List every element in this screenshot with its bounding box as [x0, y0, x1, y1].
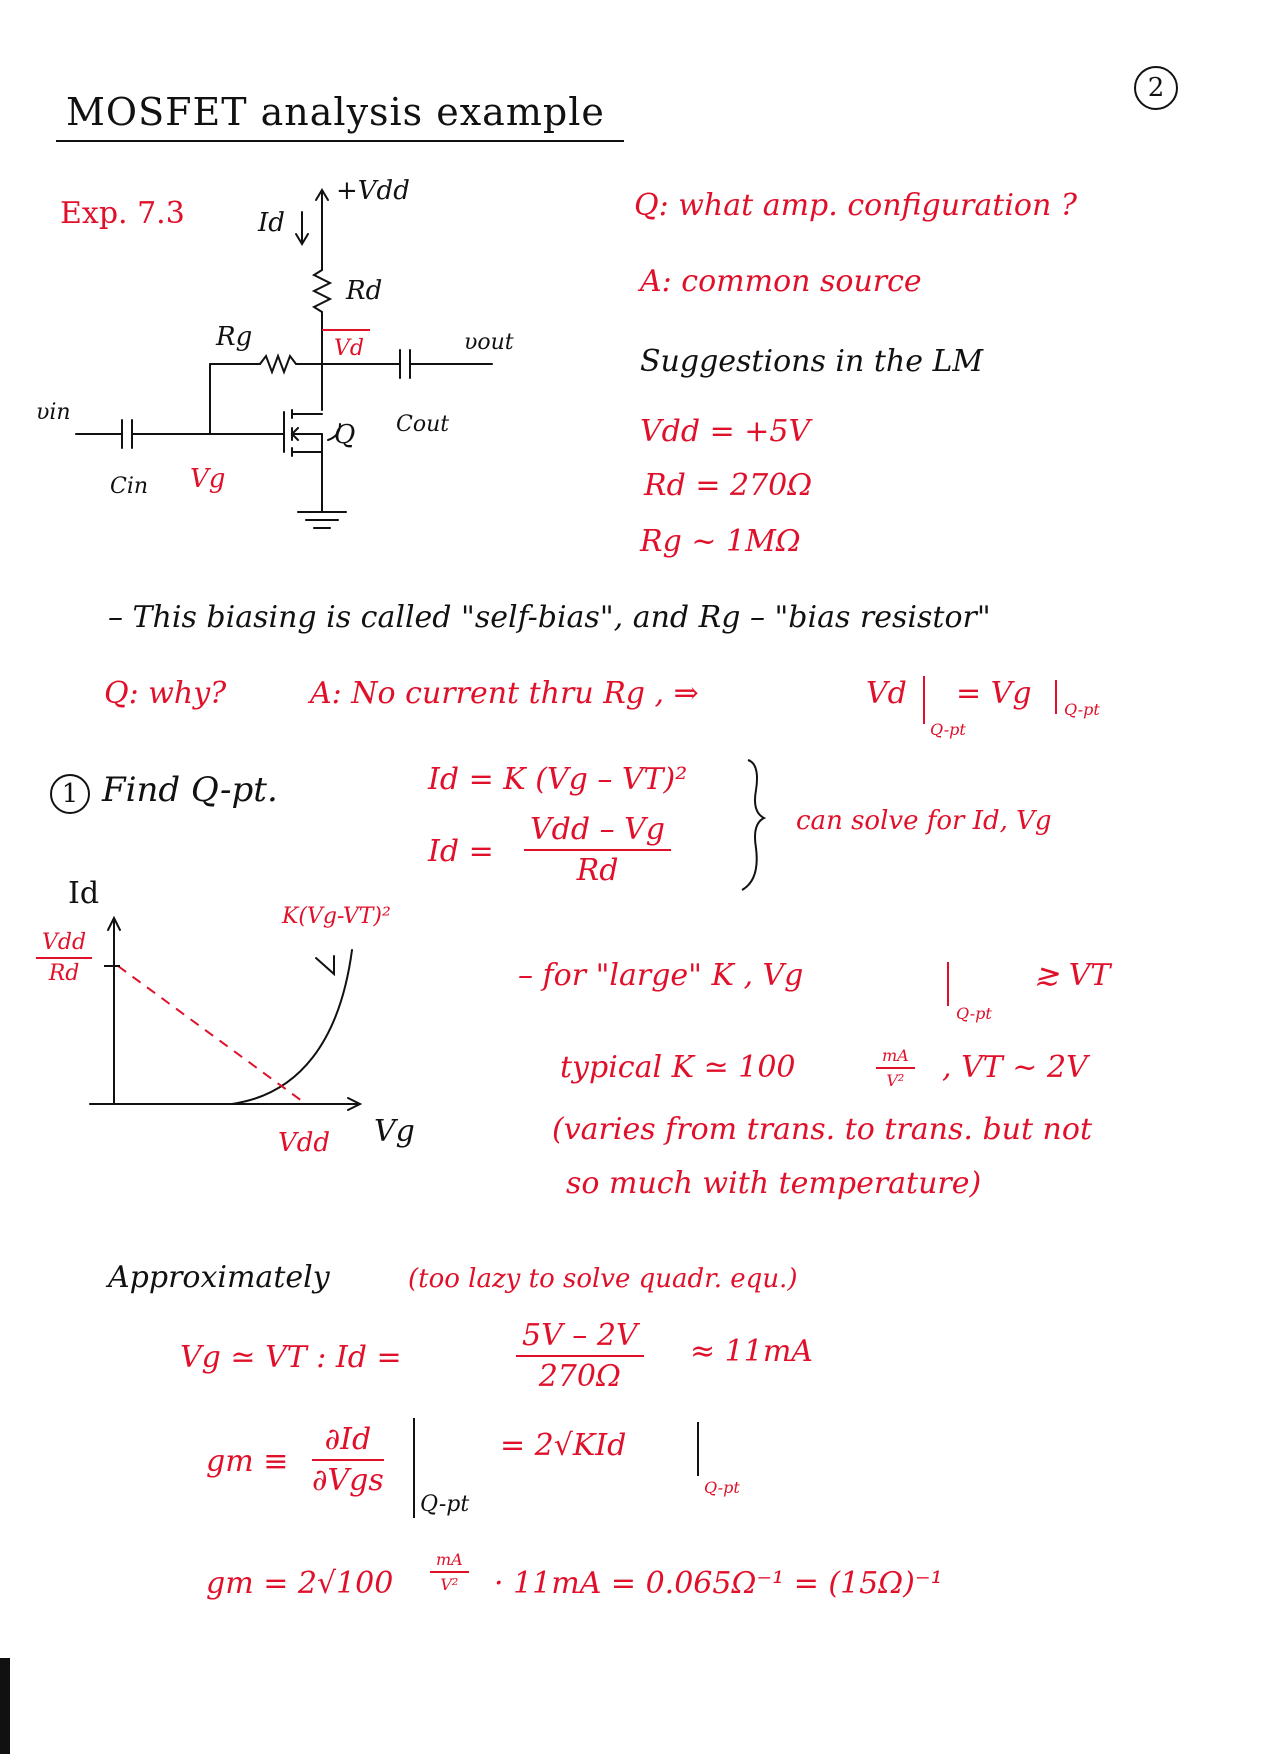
- why-vd: Vd: [866, 676, 907, 711]
- gm-value-lhs: gm = 2√100: [206, 1566, 394, 1601]
- graph-y-intercept-num: Vdd: [36, 930, 92, 959]
- page-title: MOSFET analysis example: [66, 90, 605, 134]
- circuit-vin-label: υin: [36, 400, 71, 425]
- why-sub-2: Q-pt: [1064, 700, 1100, 719]
- circuit-rd-label: Rd: [346, 276, 383, 306]
- circuit-id-label: Id: [258, 208, 285, 238]
- step1-circle: 1: [50, 774, 90, 814]
- step1-eq1: Id = K (Vg – VT)²: [428, 762, 688, 797]
- circuit-vdd-label: +Vdd: [336, 176, 410, 206]
- graph-x-axis-label: Vg: [374, 1114, 415, 1149]
- circuit-q-label: Q: [334, 420, 356, 450]
- step1-eq2-numerator: Vdd – Vg: [524, 812, 671, 851]
- circuit-vd-label: Vd: [334, 336, 364, 361]
- gm-value-unit-den: V²: [440, 1575, 459, 1594]
- graph-y-axis-label: Id: [68, 876, 100, 911]
- suggestion-rd: Rd = 270Ω: [644, 468, 813, 503]
- id-fraction-num: 5V – 2V: [516, 1318, 644, 1357]
- varies-note-2: so much with temperature): [566, 1166, 982, 1201]
- step1-eq2-lhs: Id =: [428, 834, 494, 869]
- varies-note-1: (varies from trans. to trans. but not: [552, 1112, 1092, 1147]
- large-k-note: – for "large" K , Vg: [518, 958, 804, 993]
- graph-curve-label: K(Vg-VT)²: [282, 904, 391, 929]
- scan-edge-mark: [0, 1658, 10, 1754]
- gm-def-rhs: = 2√KId: [500, 1428, 627, 1463]
- question-amp-config: Q: what amp. configuration ?: [634, 188, 1077, 223]
- gm-def-rhs-sub: Q-pt: [704, 1478, 740, 1497]
- suggestions-heading: Suggestions in the LM: [640, 344, 984, 379]
- graph-x-intercept-label: Vdd: [278, 1128, 331, 1158]
- large-k-tail: ≳ VT: [1034, 958, 1111, 993]
- vg-approx-eq: Vg ≃ VT : Id =: [180, 1340, 402, 1375]
- gm-def-num: ∂Id: [312, 1422, 384, 1461]
- step1-label: Find Q-pt.: [102, 770, 278, 810]
- typical-k: typical K ≃ 100: [560, 1050, 796, 1085]
- why-eq: = Vg: [956, 676, 1032, 711]
- gm-def-lhs: gm ≡: [206, 1444, 289, 1479]
- typical-k-unit-den: V²: [886, 1071, 905, 1090]
- suggestion-rg: Rg ~ 1MΩ: [640, 524, 801, 559]
- typical-vt: , VT ~ 2V: [942, 1050, 1088, 1085]
- gm-value-unit: [430, 1550, 469, 1594]
- typical-k-unit-num: mA: [876, 1046, 915, 1069]
- example-label: Exp. 7.3: [60, 196, 185, 231]
- answer-common-source: A: common source: [640, 264, 922, 299]
- circuit-vg-label: Vg: [190, 464, 226, 494]
- step1-note: can solve for Id, Vg: [796, 806, 1052, 836]
- circuit-vout-label: υout: [464, 330, 514, 355]
- circuit-rg-label: Rg: [216, 322, 253, 352]
- id-fraction-den: 270Ω: [538, 1359, 621, 1394]
- gm-def-den: ∂Vgs: [312, 1463, 384, 1498]
- approx-aside: (too lazy to solve quadr. equ.): [408, 1264, 798, 1294]
- circuit-cin-label: Cin: [110, 474, 149, 499]
- id-result: ≈ 11mA: [690, 1334, 813, 1369]
- step1-eq2-denominator: Rd: [576, 853, 619, 888]
- graph-y-intercept-den: Rd: [48, 961, 80, 986]
- why-answer: A: No current thru Rg , ⇒: [310, 676, 699, 711]
- bias-note: – This biasing is called "self-bias", and Rg – "bias resistor": [108, 600, 991, 635]
- approx-heading: Approximately: [108, 1260, 330, 1295]
- page-number: 2: [1134, 66, 1178, 110]
- why-sub-1: Q-pt: [930, 720, 966, 739]
- suggestion-vdd: Vdd = +5V: [640, 414, 811, 449]
- gm-value-unit-num: mA: [430, 1550, 469, 1573]
- why-question: Q: why?: [104, 676, 227, 711]
- gm-def-sub: Q-pt: [420, 1492, 470, 1517]
- gm-value-rhs: · 11mA = 0.065Ω⁻¹ = (15Ω)⁻¹: [494, 1566, 943, 1601]
- circuit-cout-label: Cout: [396, 412, 450, 437]
- large-k-sub: Q-pt: [956, 1004, 992, 1023]
